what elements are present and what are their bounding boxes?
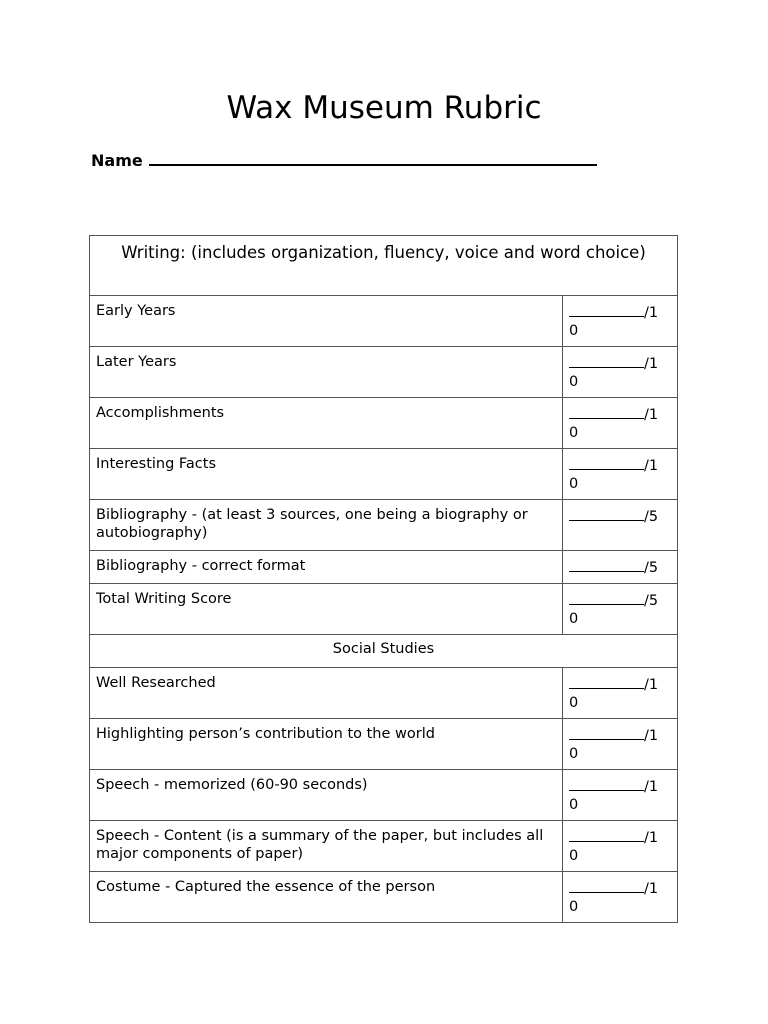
criterion-label: Total Writing Score bbox=[90, 584, 563, 635]
max-points-wrap: 0 bbox=[569, 611, 579, 627]
score-blank-line[interactable] bbox=[569, 506, 644, 521]
criterion-label: Bibliography - correct format bbox=[90, 551, 563, 584]
score-cell[interactable] bbox=[563, 398, 678, 449]
max-points-wrap: 0 bbox=[569, 323, 579, 339]
score-blank-line[interactable] bbox=[569, 725, 644, 740]
max-points: /1 bbox=[644, 830, 659, 846]
name-field[interactable] bbox=[91, 146, 597, 170]
rubric-row bbox=[90, 296, 678, 347]
criterion-label: Early Years bbox=[90, 296, 563, 347]
name-blank-line[interactable] bbox=[149, 146, 597, 166]
max-points: /5 bbox=[644, 509, 659, 525]
max-points: /5 bbox=[644, 560, 659, 576]
max-points: /1 bbox=[644, 881, 659, 897]
max-points-wrap: 0 bbox=[569, 695, 579, 711]
social-studies-section-header: Social Studies bbox=[90, 635, 678, 668]
rubric-row bbox=[90, 872, 678, 923]
max-points: /1 bbox=[644, 407, 659, 423]
score-blank-line[interactable] bbox=[569, 557, 644, 572]
score-cell[interactable] bbox=[563, 296, 678, 347]
score-blank-line[interactable] bbox=[569, 590, 644, 605]
max-points-wrap: 0 bbox=[569, 476, 579, 492]
criterion-label: Bibliography - (at least 3 sources, one being a biography or autobiography) bbox=[90, 500, 563, 551]
criterion-label: Accomplishments bbox=[90, 398, 563, 449]
rubric-table bbox=[89, 235, 678, 923]
score-cell[interactable] bbox=[563, 719, 678, 770]
max-points-wrap: 0 bbox=[569, 425, 579, 441]
max-points: /5 bbox=[644, 593, 659, 609]
score-blank-line[interactable] bbox=[569, 827, 644, 842]
rubric-row bbox=[90, 770, 678, 821]
criterion-label: Costume - Captured the essence of the person bbox=[90, 872, 563, 923]
max-points: /1 bbox=[644, 779, 659, 795]
rubric-row bbox=[90, 500, 678, 551]
score-cell[interactable] bbox=[563, 770, 678, 821]
max-points: /1 bbox=[644, 728, 659, 744]
criterion-label: Highlighting person’s contribution to the world bbox=[90, 719, 563, 770]
max-points-wrap: 0 bbox=[569, 374, 579, 390]
score-blank-line[interactable] bbox=[569, 302, 644, 317]
rubric-row bbox=[90, 821, 678, 872]
max-points-wrap: 0 bbox=[569, 848, 579, 864]
score-cell[interactable] bbox=[563, 821, 678, 872]
criterion-label: Speech - Content (is a summary of the paper, but includes all major components of paper) bbox=[90, 821, 563, 872]
rubric-row bbox=[90, 347, 678, 398]
criterion-label: Later Years bbox=[90, 347, 563, 398]
score-cell[interactable] bbox=[563, 668, 678, 719]
score-cell[interactable] bbox=[563, 449, 678, 500]
max-points: /1 bbox=[644, 356, 659, 372]
score-cell[interactable] bbox=[563, 347, 678, 398]
document-title: Wax Museum Rubric bbox=[226, 90, 542, 126]
score-cell[interactable] bbox=[563, 551, 678, 584]
max-points-wrap: 0 bbox=[569, 899, 579, 915]
score-blank-line[interactable] bbox=[569, 674, 644, 689]
rubric-row bbox=[90, 668, 678, 719]
criterion-label: Interesting Facts bbox=[90, 449, 563, 500]
max-points: /1 bbox=[644, 305, 659, 321]
rubric-row bbox=[90, 449, 678, 500]
score-blank-line[interactable] bbox=[569, 776, 644, 791]
score-blank-line[interactable] bbox=[569, 404, 644, 419]
max-points: /1 bbox=[644, 677, 659, 693]
criterion-label: Speech - memorized (60-90 seconds) bbox=[90, 770, 563, 821]
rubric-row bbox=[90, 551, 678, 584]
score-cell[interactable] bbox=[563, 584, 678, 635]
name-label: Name bbox=[91, 151, 143, 170]
score-cell[interactable] bbox=[563, 500, 678, 551]
max-points-wrap: 0 bbox=[569, 746, 579, 762]
score-cell[interactable] bbox=[563, 872, 678, 923]
score-blank-line[interactable] bbox=[569, 353, 644, 368]
score-blank-line[interactable] bbox=[569, 878, 644, 893]
max-points-wrap: 0 bbox=[569, 797, 579, 813]
rubric-row bbox=[90, 584, 678, 635]
max-points: /1 bbox=[644, 458, 659, 474]
criterion-label: Well Researched bbox=[90, 668, 563, 719]
section-row bbox=[90, 635, 678, 668]
rubric-row bbox=[90, 398, 678, 449]
score-blank-line[interactable] bbox=[569, 455, 644, 470]
rubric-row bbox=[90, 719, 678, 770]
writing-section-header: Writing: (includes organization, fluency, voice and word choice) bbox=[90, 236, 678, 296]
